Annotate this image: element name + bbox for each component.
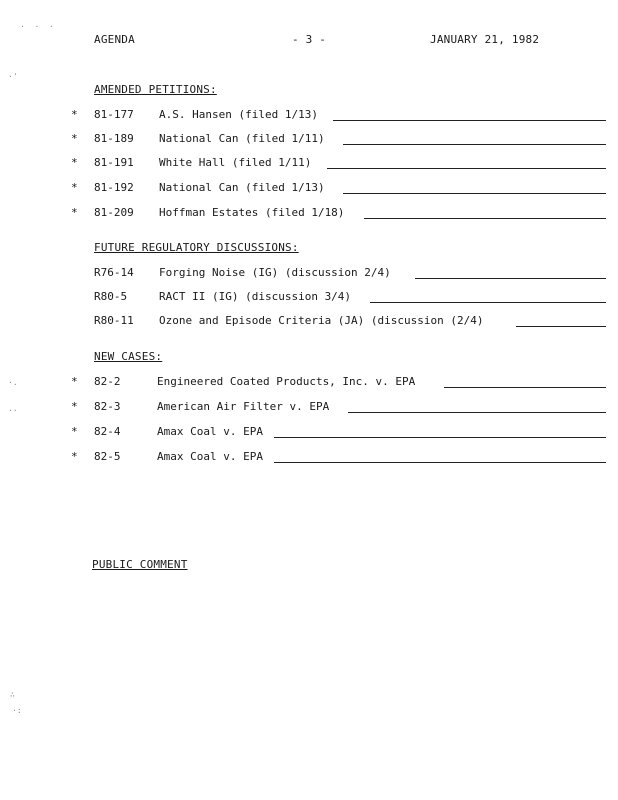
blank-line bbox=[370, 302, 606, 303]
scan-speck: ·. bbox=[8, 378, 18, 387]
blank-line bbox=[348, 412, 606, 413]
future-regulatory-heading: FUTURE REGULATORY DISCUSSIONS: bbox=[94, 241, 299, 254]
item-description: Amax Coal v. EPA bbox=[157, 450, 263, 463]
blank-line bbox=[274, 437, 606, 438]
blank-line bbox=[343, 193, 606, 194]
item-number: 81-191 bbox=[94, 156, 134, 169]
asterisk-marker: * bbox=[71, 108, 78, 121]
item-description: Forging Noise (IG) (discussion 2/4) bbox=[159, 266, 391, 279]
list-item bbox=[0, 206, 618, 220]
list-item bbox=[0, 156, 618, 170]
blank-line bbox=[444, 387, 606, 388]
item-number: 81-192 bbox=[94, 181, 134, 194]
item-number: 82-3 bbox=[94, 400, 121, 413]
item-description: National Can (filed 1/13) bbox=[159, 181, 325, 194]
item-number: 82-5 bbox=[94, 450, 121, 463]
asterisk-marker: * bbox=[71, 181, 78, 194]
item-description: RACT II (IG) (discussion 3/4) bbox=[159, 290, 352, 303]
item-description: National Can (filed 1/11) bbox=[159, 132, 325, 145]
list-item bbox=[0, 181, 618, 195]
asterisk-marker: * bbox=[71, 375, 78, 388]
scan-speck: ·: bbox=[12, 706, 22, 715]
new-cases-heading: NEW CASES: bbox=[94, 350, 163, 363]
item-description: Engineered Coated Products, Inc. v. EPA bbox=[157, 375, 416, 388]
blank-line bbox=[343, 144, 606, 145]
scan-speck: · · · bbox=[20, 22, 54, 31]
item-description: American Air Filter v. EPA bbox=[157, 400, 330, 413]
blank-line bbox=[516, 326, 606, 327]
list-item bbox=[0, 425, 618, 439]
amended-petitions-heading: AMENDED PETITIONS: bbox=[94, 83, 217, 96]
item-description: A.S. Hansen (filed 1/13) bbox=[159, 108, 318, 121]
asterisk-marker: * bbox=[71, 450, 78, 463]
scan-speck: ·' bbox=[8, 72, 18, 81]
item-description: Hoffman Estates (filed 1/18) bbox=[159, 206, 345, 219]
blank-line bbox=[327, 168, 606, 169]
blank-line bbox=[364, 218, 606, 219]
item-number: 82-4 bbox=[94, 425, 121, 438]
list-item bbox=[0, 108, 618, 122]
list-item bbox=[0, 400, 618, 414]
header-date: JANUARY 21, 1982 bbox=[430, 33, 540, 46]
asterisk-marker: * bbox=[71, 156, 78, 169]
item-description: Amax Coal v. EPA bbox=[157, 425, 263, 438]
asterisk-marker: * bbox=[71, 206, 78, 219]
blank-line bbox=[274, 462, 606, 463]
list-item bbox=[0, 290, 618, 304]
list-item bbox=[0, 375, 618, 389]
item-number: R76-14 bbox=[94, 266, 134, 279]
blank-line bbox=[415, 278, 606, 279]
item-description: Ozone and Episode Criteria (JA) (discussion (2/4) bbox=[159, 314, 484, 327]
header-page-number: - 3 - bbox=[292, 33, 327, 46]
list-item bbox=[0, 266, 618, 280]
item-number: 81-177 bbox=[94, 108, 134, 121]
scan-speck: ∴ bbox=[10, 690, 15, 699]
item-description: White Hall (filed 1/11) bbox=[159, 156, 312, 169]
blank-line bbox=[333, 120, 606, 121]
item-number: R80-5 bbox=[94, 290, 128, 303]
public-comment-heading: PUBLIC COMMENT bbox=[92, 558, 188, 571]
list-item bbox=[0, 132, 618, 146]
list-item bbox=[0, 450, 618, 464]
item-number: 81-209 bbox=[94, 206, 134, 219]
header-agenda: AGENDA bbox=[94, 33, 135, 46]
item-number: 82-2 bbox=[94, 375, 121, 388]
item-number: R80-11 bbox=[94, 314, 134, 327]
asterisk-marker: * bbox=[71, 400, 78, 413]
asterisk-marker: * bbox=[71, 425, 78, 438]
scan-speck: ·· bbox=[8, 406, 18, 415]
list-item bbox=[0, 314, 618, 328]
item-number: 81-189 bbox=[94, 132, 134, 145]
asterisk-marker: * bbox=[71, 132, 78, 145]
